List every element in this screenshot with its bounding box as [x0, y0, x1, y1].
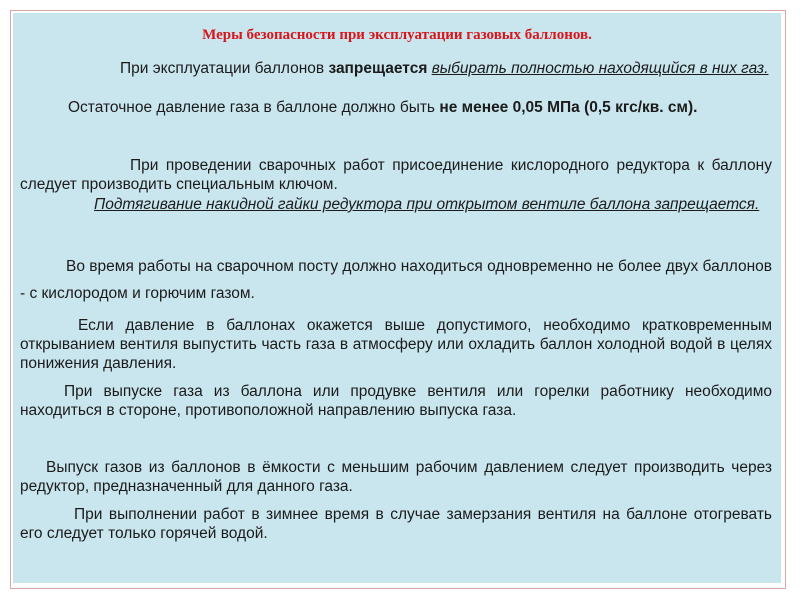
- nut-warning-text: Подтягивание накидной гайки редуктора при открытом вентиле баллона запрещается.: [94, 196, 760, 213]
- paragraph-overpressure: Если давление в баллонах окажется выше допустимого, необходимо кратковременным открыванием вентиля выпустить часть газа в атмосферу или охладить баллон холодной водой в целях понижения давления.: [20, 317, 772, 372]
- paragraph-residual-pressure: Остаточное давление газа в баллоне должно быть не менее 0,05 МПа (0,5 кгс/кв. см).: [68, 99, 698, 116]
- paragraph-gas-transfer: Выпуск газов из баллонов в ёмкости с меньшим рабочим давлением следует производить через редуктор, предназначенный для данного газа.: [20, 459, 772, 495]
- paragraph-gas-extraction: При эксплуатации баллонов запрещается выбирать полностью находящийся в них газ.: [120, 60, 769, 77]
- paragraph-welding-reducer: При проведении сварочных работ присоединение кислородного редуктора к баллону следует производить специальным ключом.: [20, 157, 772, 193]
- forbidden-action-text: выбирать полностью находящийся в них газ.: [431, 60, 769, 77]
- paragraph-welding-post: Во время работы на сварочном посту должно находиться одновременно не более двух баллонов - с кислородом и горючим газом.: [20, 258, 772, 302]
- slide-title: Меры безопасности при эксплуатации газовых баллонов.: [202, 27, 592, 43]
- paragraph-winter-thaw: При выполнении работ в зимнее время в случае замерзания вентиля на баллоне отогревать его следует только горячей водой.: [20, 506, 772, 542]
- paragraph-gas-release: При выпуске газа из баллона или продувке вентиля или горелки работнику необходимо находиться в стороне, противоположной направлению выпуска газа.: [20, 383, 772, 419]
- forbidden-emphasis: запрещается: [328, 60, 428, 77]
- pressure-value: не менее 0,05 МПа (0,5 кгс/кв. см).: [439, 99, 698, 116]
- paragraph-nut-tightening: [20, 195, 772, 214]
- content-panel: [13, 13, 781, 583]
